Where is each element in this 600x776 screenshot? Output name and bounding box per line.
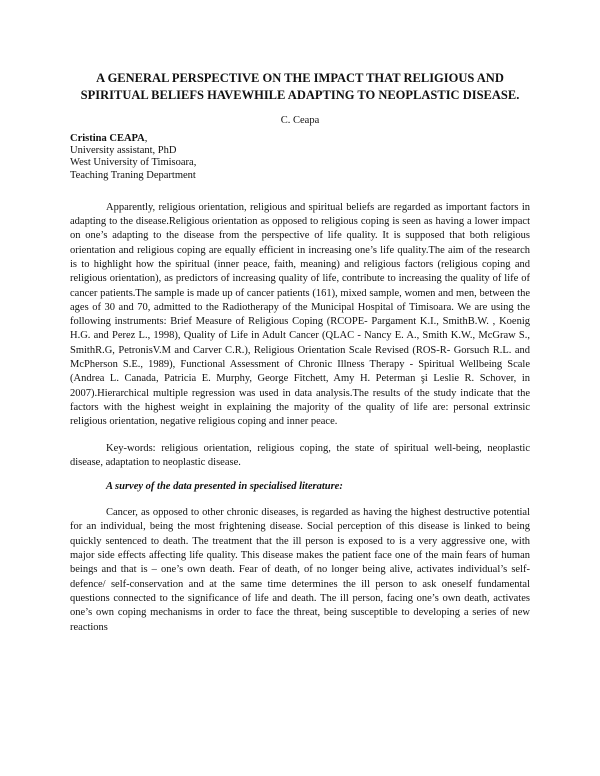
paper-title: A GENERAL PERSPECTIVE ON THE IMPACT THAT RELIGIOUS AND SPIRITUAL BELIEFS HAVEWHILE ADAPTING TO NEOPLASTIC DISEASE. (80, 71, 520, 102)
affiliation-line: Teaching Traning Department (70, 169, 196, 181)
affiliation-line: West University of Timisoara, (70, 157, 197, 169)
section-heading: A survey of the data presented in specialised literature: (106, 481, 343, 493)
short-author: C. Ceapa (280, 115, 320, 126)
author-line (70, 133, 530, 145)
keywords-paragraph: Key-words: religious orientation, religious coping, the state of spiritual well-being, neoplastic disease, adaptation to neoplastic disease. (70, 442, 530, 468)
body-paragraph: Cancer, as opposed to other chronic diseases, is regarded as having the highest destructive potential for an individual, being the most frightening disease. Social perception of this disease is linked to being quickly sentenced to death. The treatment that the ill person is exposed to is a very aggressive one, with major side effects affecting life quality. This disease makes the patient face one of the main fears of human beings and that is – one’s own death. Fear of death, of no longer being alive, activates individual’s self-defence/ self-conservation and at the same time determines the ill person to ask oneself fundamental questions connected to the significance of life and death. The ill person, facing one’s own death, activates one’s own coping mechanisms in order to face the threat, being susceptible to developing a series of new reactions (70, 507, 530, 633)
author-name: Cristina CEAPA (70, 133, 145, 144)
author-name-suffix: , (144, 133, 148, 144)
document-page (70, 70, 530, 635)
author-block (70, 133, 530, 182)
affiliation-line: University assistant, PhD (70, 145, 177, 157)
abstract-paragraph: Apparently, religious orientation, religious and spiritual beliefs are regarded as important factors in adapting to the disease.Religious orientation as opposed to religious coping is seen as having a lower impact on one’s adapting to the disease from the perspective of life quality. It is supposed that both religious orientation and religious coping are equally efficient in increasing one’s life quality.The aim of the research is to highlight how the spiritual (inner peace, faith, meaning) and religious factors (religious coping and religious orientation), as predictors of increasing quality of life, contribute to increasing the quality of life of cancer patients.The sample is made up of cancer patients (161), mixed sample, women and men, between the ages of 30 and 70, admitted to the Radiotherapy of the Municipal Hospital of Timisoara. We are using the following instruments: Brief Measure of Religious Coping (RCOPE- Pargament K.I., SmithB.W. , Koenig H.G. and Perez L., 1998), Quality of Life in Adult Cancer (QLAC - Nancy E. A., Smith K.W., McGraw S., SmithR.G, PetronisV.M and Carver C.R.), Religious Orientation Scale Revised (ROS-R- Gorsuch R.L. and McPherson S.E., 1989), Functional Assessment of Chronic Illness Therapy - Spiritual Wellbeing Scale (Andrea L. Canada, Patricia E. Murphy, George Fitchett, Amy H. Peterman şi Leslie R. Schover, in 2007).Hierarchical multiple regression was used in data analysis.The results of the study indicate that the factors with the highest weight in explaining the majority of the quality of life are: personal extrinsic religious orientation, negative religious coping and inner peace. (70, 201, 530, 428)
